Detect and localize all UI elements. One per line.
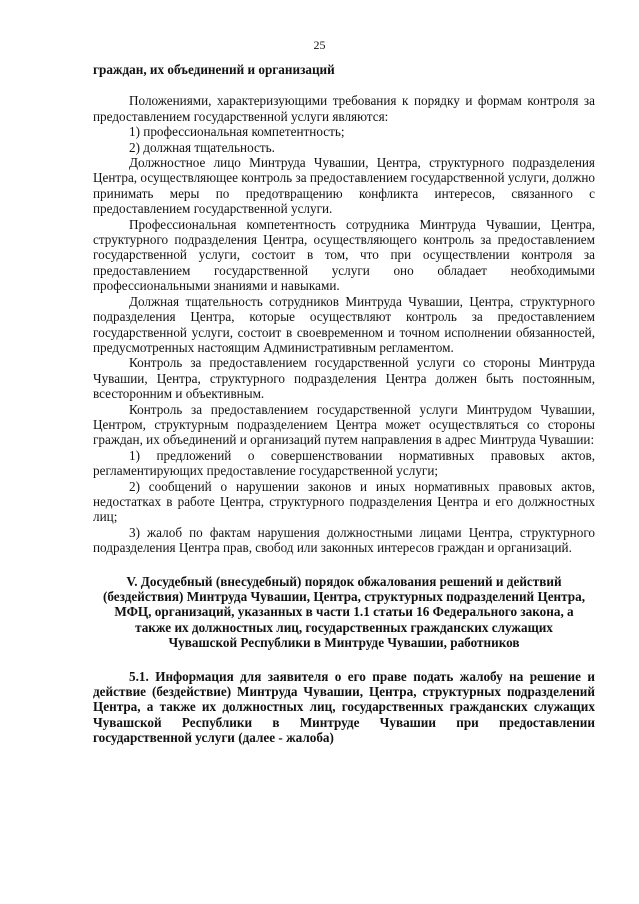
paragraph: Контроль за предоставлением государственной услуги со стороны Минтруда Чувашии, Центра, структурного подразделения Центра должен быть постоянным, всесторонним и объективным.	[93, 355, 595, 402]
list-item: 2) сообщений о нарушении законов и иных нормативных правовых актов, недостатках в работе Центра, структурного подразделения Центра и его должностных лиц;	[93, 478, 595, 525]
page-number: 25	[313, 38, 326, 52]
list-item: 3) жалоб по фактам нарушения должностными лицами Центра, структурного подразделения Центра прав, свобод или законных интересов граждан и организаций.	[93, 524, 595, 556]
list-item: 2) должная тщательность.	[129, 139, 275, 155]
list-item: 1) предложений о совершенствовании нормативных правовых актов, регламентирующих предоставление государственной услуги;	[93, 447, 595, 479]
section-heading: V. Досудебный (внесудебный) порядок обжалования решений и действий (бездействия) Минтруда Чувашии, Центра, структурных подразделений Центра, МФЦ, организаций, указанных в части 1.1 статьи 16 Федерального закона, а также их должностных лиц, государственных гражданских служащих Чувашской Республики в Минтруде Чувашии, работников	[102, 573, 586, 651]
paragraph: Положениями, характеризующими требования к порядку и формам контроля за предоставлением государственной услуги являются:	[93, 93, 595, 124]
intro-line: граждан, их объединений и организаций	[93, 62, 335, 77]
subsection-heading: 5.1. Информация для заявителя о его праве подать жалобу на решение и действие (бездействие) Минтруда Чувашии, Центра, структурных подразделений Центра, а также их должностных лиц, государственных гражданских служащих Чувашской Республики в Минтруде Чувашии при предоставлении государственной услуги (далее - жалоба)	[93, 668, 595, 746]
paragraph: Контроль за предоставлением государственной услуги Минтрудом Чувашии, Центром, структурным подразделением Центра может осуществляться со стороны граждан, их объединений и организаций путем направления в адрес Минтруда Чувашии:	[93, 401, 595, 448]
paragraph: Профессиональная компетентность сотрудника Минтруда Чувашии, Центра, структурного подразделения Центра, осуществляющего контроль за предоставлением государственной услуги, состоит в том, что при осуществлении контроля за предоставлением государственной услуги оно обладает необходимыми профессиональными знаниями и навыками.	[93, 216, 595, 294]
paragraph: Должностное лицо Минтруда Чувашии, Центра, структурного подразделения Центра, осуществляющее контроль за предоставлением государственной услуги, должно принимать меры по предотвращению конфликта интересов, связанного с предоставлением государственной услуги.	[93, 155, 595, 217]
page-content	[93, 62, 595, 746]
list-item: 1) профессиональная компетентность;	[129, 124, 345, 140]
paragraph: Должная тщательность сотрудников Минтруда Чувашии, Центра, структурного подразделения Центра, которые осуществляют контроль за предоставлением государственной услуги, состоит в своевременном и точном исполнении обязанностей, предусмотренных настоящим Административным регламентом.	[93, 293, 595, 355]
